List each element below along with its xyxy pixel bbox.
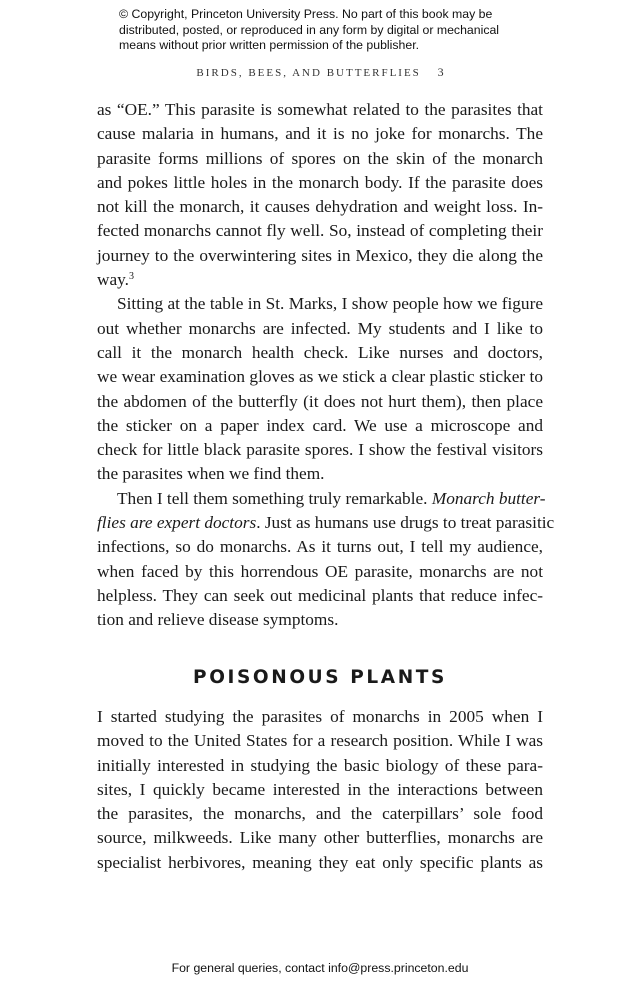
- text-line: parasite forms millions of spores on the skin of the monarch: [97, 148, 543, 168]
- text-line: the sticker on a paper index card. We use a microscope and: [97, 415, 543, 435]
- text-line: sites, I quickly became interested in the interactions between: [97, 779, 543, 799]
- text-line: we wear examination gloves as we stick a clear plastic sticker to: [97, 367, 543, 387]
- text-line: I started studying the parasites of monarchs in 2005 when I: [97, 707, 543, 726]
- text-line: helpless. They can seek out medicinal plants that reduce infec-: [97, 585, 543, 605]
- copyright-line: means without prior written permission of the publisher.: [119, 38, 420, 52]
- body-text: [97, 98, 555, 633]
- text-line: infections, so do monarchs. As it turns out, I tell my audience,: [97, 537, 543, 557]
- emphasis-text: flies are expert doctors: [97, 513, 257, 533]
- copyright-notice: [119, 7, 559, 54]
- text-line: tion and relieve disease symptoms.: [97, 610, 339, 630]
- running-head: [0, 65, 640, 80]
- body-text: [97, 705, 543, 875]
- copyright-line: distributed, posted, or reproduced in any form by digital or mechanical: [119, 22, 500, 37]
- text-line: the abdomen of the butterfly (it does not hurt them), then place: [97, 391, 543, 411]
- text-fragment: way.: [97, 270, 129, 290]
- section-heading: POISONOUS PLANTS: [193, 667, 447, 688]
- text-line: when faced by this horrendous OE parasite, monarchs are not: [97, 561, 543, 581]
- text-fragment: Then I tell them something truly remarkable.: [117, 488, 432, 508]
- text-line: Sitting at the table in St. Marks, I show people how we figure: [117, 294, 543, 314]
- text-line: initially interested in studying the basic biology of these para-: [97, 755, 543, 775]
- page-number: 3: [437, 65, 444, 79]
- paragraph: [97, 292, 543, 486]
- text-line: and pokes little holes in the monarch body. If the parasite does: [97, 172, 543, 192]
- text-line: source, milkweeds. Like many other butterflies, monarchs are: [97, 828, 543, 848]
- text-line: moved to the United States for a research position. While I was: [97, 731, 543, 751]
- copyright-line: © Copyright, Princeton University Press. No part of this book may be: [119, 7, 493, 21]
- text-line: [97, 511, 555, 535]
- text-line: not kill the monarch, it causes dehydration and weight loss. In-: [97, 197, 543, 217]
- text-line: call it the monarch health check. Like nurses and doctors,: [97, 342, 543, 362]
- paragraph: [97, 487, 555, 633]
- text-line: [97, 268, 543, 292]
- footer-contact: For general queries, contact info@press.princeton.edu: [171, 961, 469, 975]
- paragraph: [97, 98, 543, 292]
- footnote-reference: 3: [129, 271, 134, 283]
- text-line: fected monarchs cannot fly well. So, instead of completing their: [97, 221, 543, 241]
- running-head-title: BIRDS, BEES, AND BUTTERFLIES: [196, 67, 421, 79]
- text-line: the parasites, the monarchs, and the caterpillars’ sole food: [97, 804, 543, 824]
- text-line: journey to the overwintering sites in Mexico, they die along the: [97, 245, 543, 265]
- text-line: out whether monarchs are infected. My students and I like to: [97, 318, 543, 338]
- emphasis-text: Monarch butter-: [431, 488, 546, 508]
- text-line: check for little black parasite spores. I show the festival visitors: [97, 440, 543, 460]
- text-fragment: . Just as humans use drugs to treat parasitic: [256, 513, 555, 533]
- text-line: the parasites when we find them.: [97, 464, 325, 484]
- text-line: cause malaria in humans, and it is no joke for monarchs. The: [97, 124, 543, 144]
- text-line: specialist herbivores, meaning they eat only specific plants as: [97, 852, 543, 872]
- paragraph: [97, 705, 543, 875]
- text-line: as “OE.” This parasite is somewhat related to the parasites that: [97, 100, 543, 119]
- text-line: [97, 487, 546, 511]
